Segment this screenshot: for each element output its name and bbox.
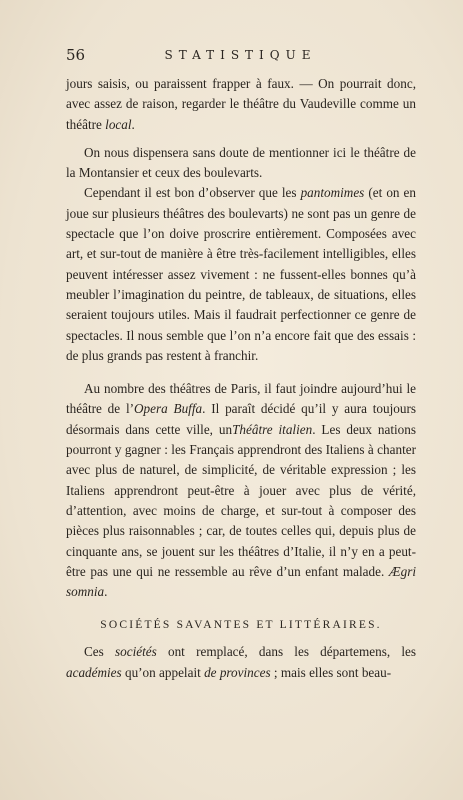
page-body <box>66 74 416 683</box>
paragraph-societes: Ces sociétés ont remplacé, dans les départemens, les académies qu’on appelait de provinces ; mais elles sont beau- <box>66 644 416 680</box>
paragraph-montansier: On nous dispensera sans doute de mentionner ici le théâtre de la Montansier et ceux des boulevarts. <box>66 144 416 181</box>
paragraph-opera-buffa: Au nombre des théâtres de Paris, il faut joindre aujourd’hui le théâtre de l’Opera Buffa. Il paraît décidé qu’il y aura toujours désormais dans cette ville, unThéâtre italien. Les deux nations pourront y gagner : les Français apprendront des Italiens à chanter avec plus de naturel, de simplicité, de véritable expression ; les Italiens apprendront peut-être à jouer avec plus de vérité, d’attention, avec moins de charge, et sur-tout à composer des pièces plus raisonnables ; car, de toutes celles qui, depuis plus de cinquante ans, se jouent sur les théâtres d’Italie, il n’y en a peut-être pas une qui ne ressemble au rêve d’un enfant malade. Ægri somnia. <box>66 381 416 600</box>
running-title: STATISTIQUE <box>164 48 317 62</box>
section-heading: SOCIÉTÉS SAVANTES ET LITTÉRAIRES. <box>100 619 382 632</box>
paragraph-vaudeville: jours saisis, ou paraissent frapper à faux. — On pourrait donc, avec assez de raison, regarder le théâtre du Vaudeville comme un théâtre local. <box>66 76 416 132</box>
paragraph-pantomimes: Cependant il est bon d’observer que les pantomimes (et on en joue sur plusieurs théâtres des boulevarts) ne sont pas un genre de spectacle que l’on doive proscrire entièrement. Composées avec art, et sur-tout de manière à être très-facilement intelligibles, elles peuvent intéresser assez vivement : ne fussent-elles bonnes qu’à meubler l’imagination du peintre, de tableaux, de situations, elles seraient toujours utiles. Mais il faudrait perfectionner ce genre de spectacles. Il nous semble que l’on n’a encore fait que des essais : de plus grands pas restent à franchir. <box>66 185 416 363</box>
page-number: 56 <box>66 46 86 64</box>
page-header <box>66 46 415 66</box>
